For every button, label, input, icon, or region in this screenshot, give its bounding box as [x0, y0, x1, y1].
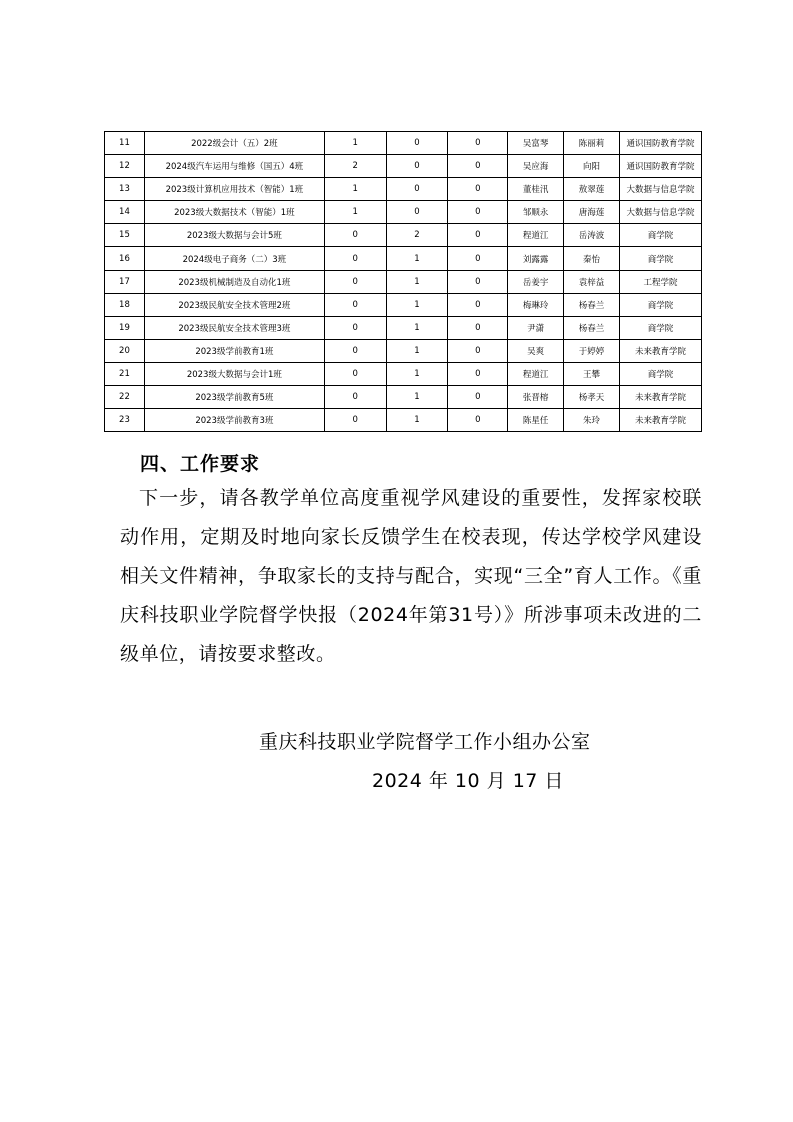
row-number-cell: 23 [105, 409, 145, 432]
count-a-cell: 0 [324, 247, 386, 270]
class-name-cell: 2023级大数据与会计1班 [144, 362, 324, 385]
count-b-cell: 0 [386, 155, 448, 178]
teacher-cell: 杨春兰 [564, 316, 620, 339]
count-b-cell: 1 [386, 293, 448, 316]
table-row [105, 132, 702, 155]
college-cell: 商学院 [619, 316, 701, 339]
count-c-cell: 0 [448, 339, 508, 362]
class-name-cell: 2023级大数据技术（智能）1班 [144, 201, 324, 224]
count-c-cell: 0 [448, 201, 508, 224]
table-row [105, 201, 702, 224]
table-row [105, 224, 702, 247]
class-name-cell: 2024级汽车运用与维修（国五）4班 [144, 155, 324, 178]
count-a-cell: 0 [324, 224, 386, 247]
counselor-cell: 岳姜宇 [508, 270, 564, 293]
table-row [105, 409, 702, 432]
section-heading: 四、工作要求 [140, 453, 261, 475]
count-c-cell: 0 [448, 178, 508, 201]
signature-office: 重庆科技职业学院督学工作小组办公室 [259, 731, 591, 753]
count-c-cell: 0 [448, 224, 508, 247]
count-a-cell: 2 [324, 155, 386, 178]
counselor-cell: 尹潇 [508, 316, 564, 339]
count-c-cell: 0 [448, 386, 508, 409]
class-name-cell: 2023级学前教育1班 [144, 339, 324, 362]
class-table-body [105, 132, 702, 432]
table-row [105, 362, 702, 385]
teacher-cell: 向阳 [564, 155, 620, 178]
table-row [105, 339, 702, 362]
row-number-cell: 19 [105, 316, 145, 339]
college-cell: 商学院 [619, 293, 701, 316]
count-b-cell: 1 [386, 247, 448, 270]
class-name-cell: 2023级计算机应用技术（智能）1班 [144, 178, 324, 201]
row-number-cell: 16 [105, 247, 145, 270]
college-cell: 未来教育学院 [619, 386, 701, 409]
college-cell: 工程学院 [619, 270, 701, 293]
count-c-cell: 0 [448, 409, 508, 432]
count-b-cell: 2 [386, 224, 448, 247]
count-b-cell: 1 [386, 316, 448, 339]
count-c-cell: 0 [448, 132, 508, 155]
row-number-cell: 18 [105, 293, 145, 316]
teacher-cell: 岳涛波 [564, 224, 620, 247]
counselor-cell: 吴应海 [508, 155, 564, 178]
counselor-cell: 董桂汛 [508, 178, 564, 201]
teacher-cell: 杨春兰 [564, 293, 620, 316]
teacher-cell: 唐海莲 [564, 201, 620, 224]
count-b-cell: 1 [386, 362, 448, 385]
class-name-cell: 2023级民航安全技术管理2班 [144, 293, 324, 316]
counselor-cell: 陈星任 [508, 409, 564, 432]
college-cell: 大数据与信息学院 [619, 201, 701, 224]
count-b-cell: 0 [386, 132, 448, 155]
row-number-cell: 20 [105, 339, 145, 362]
teacher-cell: 于婷婷 [564, 339, 620, 362]
count-c-cell: 0 [448, 155, 508, 178]
college-cell: 通识国防教育学院 [619, 132, 701, 155]
count-a-cell: 0 [324, 293, 386, 316]
count-a-cell: 0 [324, 316, 386, 339]
class-name-cell: 2022级会计（五）2班 [144, 132, 324, 155]
count-b-cell: 1 [386, 386, 448, 409]
counselor-cell: 刘露露 [508, 247, 564, 270]
table-row [105, 316, 702, 339]
count-a-cell: 0 [324, 386, 386, 409]
count-a-cell: 0 [324, 270, 386, 293]
teacher-cell: 王攀 [564, 362, 620, 385]
signature-date: 2024 年 10 月 17 日 [372, 770, 564, 792]
count-a-cell: 0 [324, 362, 386, 385]
row-number-cell: 21 [105, 362, 145, 385]
class-table [104, 131, 702, 432]
teacher-cell: 秦怡 [564, 247, 620, 270]
table-row [105, 155, 702, 178]
row-number-cell: 15 [105, 224, 145, 247]
teacher-cell: 袁梓益 [564, 270, 620, 293]
college-cell: 商学院 [619, 247, 701, 270]
college-cell: 商学院 [619, 224, 701, 247]
college-cell: 未来教育学院 [619, 339, 701, 362]
counselor-cell: 程道江 [508, 224, 564, 247]
class-name-cell: 2023级机械制造及自动化1班 [144, 270, 324, 293]
count-a-cell: 1 [324, 178, 386, 201]
college-cell: 通识国防教育学院 [619, 155, 701, 178]
table-row [105, 247, 702, 270]
table-row [105, 178, 702, 201]
count-b-cell: 0 [386, 201, 448, 224]
count-a-cell: 1 [324, 132, 386, 155]
class-name-cell: 2023级学前教育3班 [144, 409, 324, 432]
class-name-cell: 2023级学前教育5班 [144, 386, 324, 409]
row-number-cell: 13 [105, 178, 145, 201]
count-a-cell: 0 [324, 409, 386, 432]
college-cell: 商学院 [619, 362, 701, 385]
row-number-cell: 22 [105, 386, 145, 409]
college-cell: 未来教育学院 [619, 409, 701, 432]
count-b-cell: 1 [386, 270, 448, 293]
teacher-cell: 陈丽莉 [564, 132, 620, 155]
class-name-cell: 2023级民航安全技术管理3班 [144, 316, 324, 339]
row-number-cell: 17 [105, 270, 145, 293]
row-number-cell: 11 [105, 132, 145, 155]
counselor-cell: 张晋榕 [508, 386, 564, 409]
row-number-cell: 14 [105, 201, 145, 224]
teacher-cell: 敖翠莲 [564, 178, 620, 201]
college-cell: 大数据与信息学院 [619, 178, 701, 201]
count-c-cell: 0 [448, 293, 508, 316]
class-name-cell: 2024级电子商务（二）3班 [144, 247, 324, 270]
counselor-cell: 吴富琴 [508, 132, 564, 155]
count-a-cell: 1 [324, 201, 386, 224]
row-number-cell: 12 [105, 155, 145, 178]
count-a-cell: 0 [324, 339, 386, 362]
counselor-cell: 吴爽 [508, 339, 564, 362]
requirements-paragraph: 下一步，请各教学单位高度重视学风建设的重要性，发挥家校联动作用，定期及时地向家长反馈学生在校表现，传达学校学风建设相关文件精神，争取家长的支持与配合，实现“三全”育人工作。《重庆科技职业学院督学快报（2024年第31号）》所涉事项未改进的二级单位，请按要求整改。 [120, 487, 702, 665]
count-c-cell: 0 [448, 362, 508, 385]
count-c-cell: 0 [448, 316, 508, 339]
count-b-cell: 1 [386, 409, 448, 432]
table-row [105, 293, 702, 316]
count-c-cell: 0 [448, 270, 508, 293]
class-name-cell: 2023级大数据与会计5班 [144, 224, 324, 247]
counselor-cell: 梅琳玲 [508, 293, 564, 316]
table-row [105, 270, 702, 293]
count-b-cell: 1 [386, 339, 448, 362]
count-b-cell: 0 [386, 178, 448, 201]
counselor-cell: 程道江 [508, 362, 564, 385]
teacher-cell: 朱玲 [564, 409, 620, 432]
table-row [105, 386, 702, 409]
counselor-cell: 邹顺永 [508, 201, 564, 224]
count-c-cell: 0 [448, 247, 508, 270]
teacher-cell: 杨孝天 [564, 386, 620, 409]
